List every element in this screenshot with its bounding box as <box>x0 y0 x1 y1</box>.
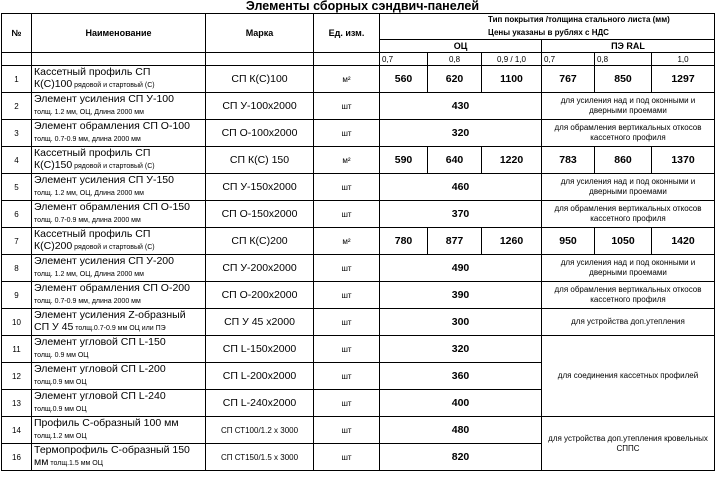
row-price: 783 <box>542 147 595 174</box>
group-note-corner: для соединения кассетных профилей <box>542 336 715 417</box>
row-name: Элемент угловой СП L-200 толщ.0.9 мм ОЦ <box>32 363 206 390</box>
row-name: Элемент усиления Z-образный СП У 45 толщ.0.7-0.9 мм ОЦ или ПЭ <box>32 309 206 336</box>
row-note: для обрамления вертикальных откосов кассетного профиля <box>542 201 715 228</box>
row-name: Кассетный профиль СП К(С)150 рядовой и стартовый (С) <box>32 147 206 174</box>
row-unit: шт <box>314 417 380 444</box>
row-name: Элемент обрамления СП О-100 толщ. 0.7-0.9 мм, длина 2000 мм <box>32 120 206 147</box>
header-coating-line2: Цены указаны в рублях с НДС <box>380 27 715 40</box>
row-unit: шт <box>314 309 380 336</box>
row-num: 5 <box>2 174 32 201</box>
header-unit: Ед. изм. <box>314 14 380 53</box>
row-price: 1220 <box>482 147 542 174</box>
row-unit: шт <box>314 390 380 417</box>
row-num: 1 <box>2 66 32 93</box>
row-price: 460 <box>380 174 542 201</box>
table-row <box>2 417 715 444</box>
header-coating-line1: Тип покрытия /толщина стального листа (мм) <box>380 14 715 27</box>
row-mark: СП L-150х2000 <box>206 336 314 363</box>
header-pe: ПЭ RAL <box>542 40 715 53</box>
row-name: Термопрофиль С-образный 150 мм толщ.1.5 мм ОЦ <box>32 444 206 471</box>
row-note: для устройства доп.утепления <box>542 309 715 336</box>
row-num: 10 <box>2 309 32 336</box>
row-mark: СП О-200х2000 <box>206 282 314 309</box>
row-note: для обрамления вертикальных откосов кассетного профиля <box>542 282 715 309</box>
row-mark: СП L-240х2000 <box>206 390 314 417</box>
table-row <box>2 201 715 228</box>
row-name: Элемент угловой СП L-150 толщ. 0.9 мм ОЦ <box>32 336 206 363</box>
row-price: 950 <box>542 228 595 255</box>
header-name: Наименование <box>32 14 206 53</box>
row-num: 12 <box>2 363 32 390</box>
row-name: Элемент обрамления СП О-150 толщ. 0.7-0.9 мм, длина 2000 мм <box>32 201 206 228</box>
row-unit: шт <box>314 174 380 201</box>
row-unit: шт <box>314 201 380 228</box>
row-price: 860 <box>595 147 652 174</box>
thickness-pe-10: 1,0 <box>652 53 715 66</box>
row-num: 9 <box>2 282 32 309</box>
row-num: 16 <box>2 444 32 471</box>
row-name: Элемент угловой СП L-240 толщ.0.9 мм ОЦ <box>32 390 206 417</box>
header-num-spacer <box>2 53 32 66</box>
row-unit: шт <box>314 255 380 282</box>
table-row <box>2 93 715 120</box>
row-mark: СП СТ150/1.5 х 3000 <box>206 444 314 471</box>
row-name: Профиль С-образный 100 мм толщ.1.2 мм ОЦ <box>32 417 206 444</box>
row-mark: СП О-150х2000 <box>206 201 314 228</box>
row-price: 480 <box>380 417 542 444</box>
row-price: 390 <box>380 282 542 309</box>
thickness-pe-08: 0,8 <box>595 53 652 66</box>
row-price: 1260 <box>482 228 542 255</box>
row-unit: шт <box>314 363 380 390</box>
header-unit-spacer <box>314 53 380 66</box>
table-row <box>2 309 715 336</box>
thickness-oc-09-10: 0,9 / 1,0 <box>482 53 542 66</box>
row-unit: шт <box>314 120 380 147</box>
row-price: 320 <box>380 120 542 147</box>
header-mark-spacer <box>206 53 314 66</box>
row-price: 780 <box>380 228 428 255</box>
row-note: для усиления над и под оконными и дверными проемами <box>542 93 715 120</box>
thickness-oc-07: 0,7 <box>380 53 428 66</box>
row-mark: СП У-100х2000 <box>206 93 314 120</box>
row-price: 320 <box>380 336 542 363</box>
table-row <box>2 255 715 282</box>
row-price: 560 <box>380 66 428 93</box>
table-row <box>2 282 715 309</box>
thickness-pe-07: 0,7 <box>542 53 595 66</box>
header-name-spacer <box>32 53 206 66</box>
page-title: Элементы сборных сэндвич-панелей <box>245 0 480 13</box>
row-price: 360 <box>380 363 542 390</box>
row-num: 3 <box>2 120 32 147</box>
row-name: Элемент усиления СП У-200 толщ. 1.2 мм, ОЦ, Длина 2000 мм <box>32 255 206 282</box>
row-mark: СП К(С) 150 <box>206 147 314 174</box>
row-price: 820 <box>380 444 542 471</box>
row-unit: м² <box>314 147 380 174</box>
row-num: 8 <box>2 255 32 282</box>
row-num: 6 <box>2 201 32 228</box>
row-name: Элемент усиления СП У-150 толщ. 1.2 мм, ОЦ, Длина 2000 мм <box>32 174 206 201</box>
row-price: 877 <box>428 228 482 255</box>
group-note-cprofile: для устройства доп.утепления кровельных СППС <box>542 417 715 471</box>
row-name: Кассетный профиль СП К(С)100 рядовой и стартовый (С) <box>32 66 206 93</box>
row-num: 13 <box>2 390 32 417</box>
header-mark: Марка <box>206 14 314 53</box>
row-note: для обрамления вертикальных откосов кассетного профиля <box>542 120 715 147</box>
row-unit: м² <box>314 66 380 93</box>
row-mark: СП У-150х2000 <box>206 174 314 201</box>
row-price: 490 <box>380 255 542 282</box>
row-num: 7 <box>2 228 32 255</box>
row-price: 767 <box>542 66 595 93</box>
row-price: 1050 <box>595 228 652 255</box>
row-price: 1297 <box>652 66 715 93</box>
table-row <box>2 66 715 93</box>
row-mark: СП К(С)200 <box>206 228 314 255</box>
table-row <box>2 174 715 201</box>
row-price: 640 <box>428 147 482 174</box>
header-oc: ОЦ <box>380 40 542 53</box>
row-note: для усиления над и под оконными и дверными проемами <box>542 255 715 282</box>
row-unit: шт <box>314 93 380 120</box>
row-unit: шт <box>314 282 380 309</box>
row-price: 300 <box>380 309 542 336</box>
row-price: 590 <box>380 147 428 174</box>
row-price: 1100 <box>482 66 542 93</box>
row-mark: СП СТ100/1.2 х 3000 <box>206 417 314 444</box>
row-unit: шт <box>314 444 380 471</box>
row-price: 370 <box>380 201 542 228</box>
row-mark: СП У-200х2000 <box>206 255 314 282</box>
row-num: 4 <box>2 147 32 174</box>
row-price: 1420 <box>652 228 715 255</box>
row-mark: СП К(С)100 <box>206 66 314 93</box>
row-price: 620 <box>428 66 482 93</box>
row-price: 850 <box>595 66 652 93</box>
table-row <box>2 228 715 255</box>
row-name: Кассетный профиль СП К(С)200 рядовой и стартовый (С) <box>32 228 206 255</box>
row-price: 1370 <box>652 147 715 174</box>
row-mark: СП О-100х2000 <box>206 120 314 147</box>
row-name: Элемент усиления СП У-100 толщ. 1.2 мм, ОЦ, Длина 2000 мм <box>32 93 206 120</box>
row-num: 11 <box>2 336 32 363</box>
row-name: Элемент обрамления СП О-200 толщ. 0.7-0.9 мм, длина 2000 мм <box>32 282 206 309</box>
row-price: 400 <box>380 390 542 417</box>
row-price: 430 <box>380 93 542 120</box>
table-row <box>2 147 715 174</box>
table-row <box>2 120 715 147</box>
price-table <box>1 13 715 471</box>
row-mark: СП L-200х2000 <box>206 363 314 390</box>
row-mark: СП У 45 х2000 <box>206 309 314 336</box>
row-unit: шт <box>314 336 380 363</box>
row-unit: м² <box>314 228 380 255</box>
table-row <box>2 336 715 363</box>
row-num: 2 <box>2 93 32 120</box>
row-note: для усиления над и под оконными и дверными проемами <box>542 174 715 201</box>
header-num: № <box>2 14 32 53</box>
row-num: 14 <box>2 417 32 444</box>
thickness-oc-08: 0,8 <box>428 53 482 66</box>
